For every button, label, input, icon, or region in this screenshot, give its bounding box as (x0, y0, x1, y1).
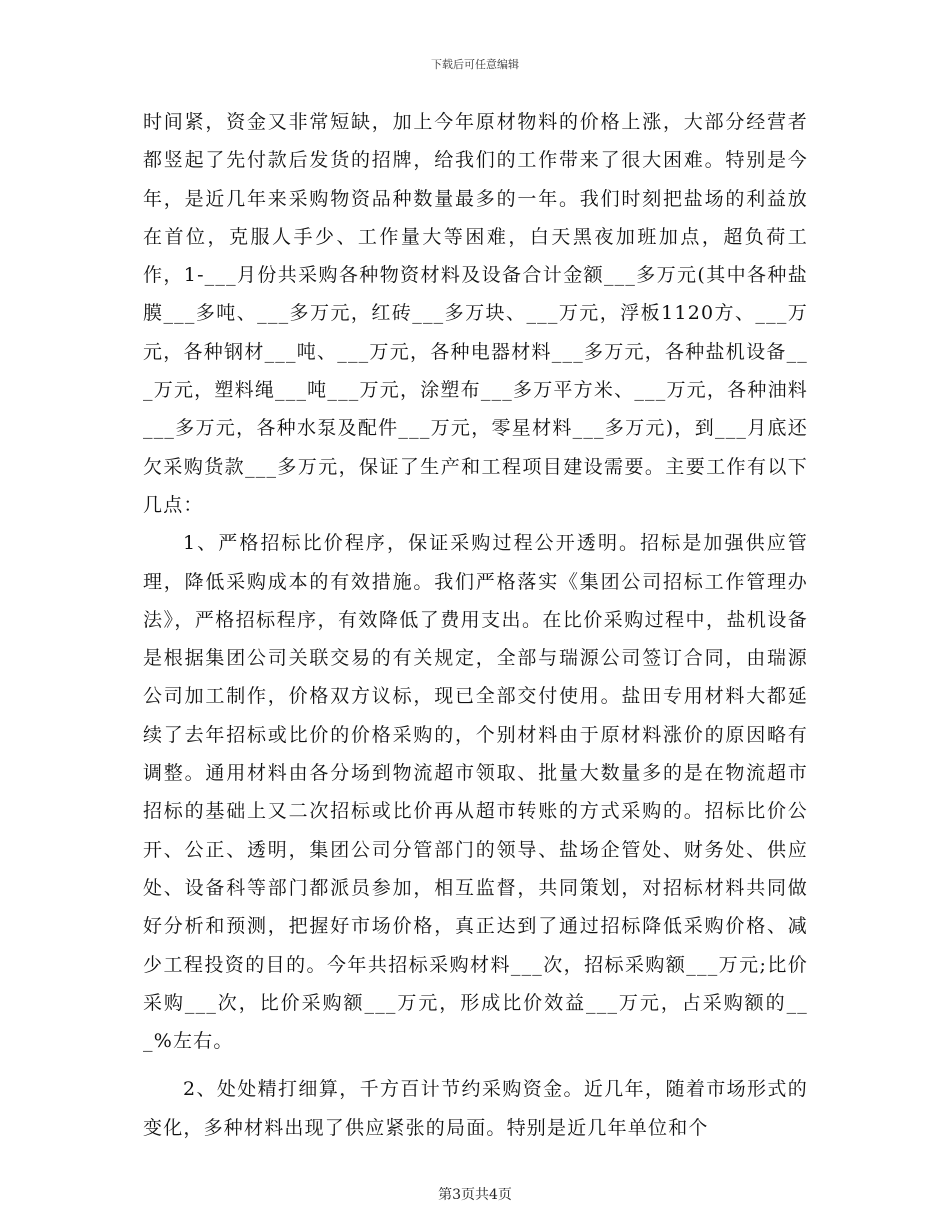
paragraph-section-2: 2、处处精打细算，千方百计节约采购资金。近几年，随着市场形式的变化，多种材料出现了供应紧张的局面。特别是近几年单位和个 (143, 1078, 808, 1139)
page-header: 下载后可任意编辑 (431, 58, 519, 71)
document-body (143, 103, 808, 1147)
paragraph-section-1: 1、严格招标比价程序，保证采购过程公开透明。招标是加强供应管理，降低采购成本的有效措施。我们严格落实《集团公司招标工作管理办法》，严格招标程序，有效降低了费用支出。在比价采购过程中，盐机设备是根据集团公司关联交易的有关规定，全部与瑞源公司签订合同，由瑞源公司加工制作，价格双方议标，现已全部交付使用。盐田专用材料大都延续了去年招标或比价的价格采购的，个别材料由于原材料涨价的原因略有调整。通用材料由各分场到物流超市领取、批量大数量多的是在物流超市招标的基础上又二次招标或比价再从超市转账的方式采购的。招标比价公开、公正、透明，集团公司分管部门的领导、盐场企管处、财务处、供应处、设备科等部门都派员参加，相互监督，共同策划，对招标材料共同做好分析和预测，把握好市场价格，真正达到了通过招标降低采购价格、减少工程投资的目的。今年共招标采购材料___次，招标采购额___万元;比价采购___次，比价采购额___万元，形成比价效益___万元，占采购额的___%左右。 (143, 532, 808, 1053)
page-number: 第3页共4页 (438, 1187, 512, 1203)
paragraph-continued: 时间紧，资金又非常短缺，加上今年原材物料的价格上涨，大部分经营者都竖起了先付款后发货的招牌，给我们的工作带来了很大困难。特别是今年，是近几年来采购物资品种数量最多的一年。我们时刻把盐场的利益放在首位，克服人手少、工作量大等困难，白天黑夜加班加点，超负荷工作，1-___月份共采购各种物资材料及设备合计金额___多万元(其中各种盐膜___多吨、___多万元，红砖___多万块、___万元，浮板1120方、___万元，各种钢材___吨、___万元，各种电器材料___多万元，各种盐机设备___万元，塑料绳___吨___万元，涂塑布___多万平方米、___万元，各种油料___多万元，各种水泵及配件___万元，零星材料___多万元)，到___月底还欠采购货款___多万元，保证了生产和工程项目建设需要。主要工作有以下几点： (143, 111, 808, 516)
